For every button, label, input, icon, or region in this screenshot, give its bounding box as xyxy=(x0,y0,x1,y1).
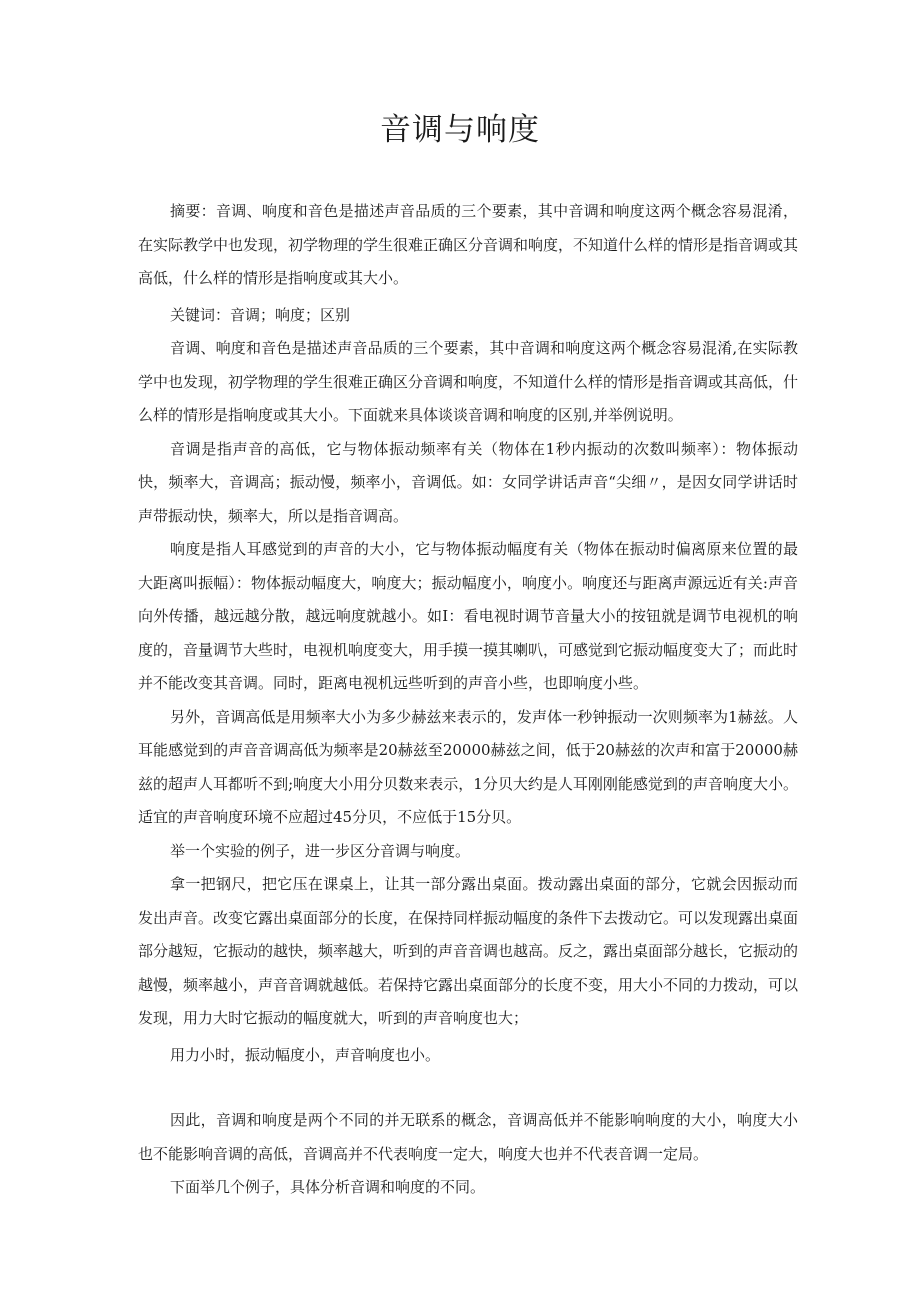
intro-paragraph: 音调、响度和音色是描述声音品质的三个要素，其中音调和响度这两个概念容易混淆,在实际教学中也发现，初学物理的学生很难正确区分音调和响度，不知道什么样的情形是指音调或其高低，什么样的情形是指响度或其大小。下面就来具体谈谈音调和响度的区别,并举例说明。 xyxy=(138,339,799,424)
document-body xyxy=(138,195,798,1205)
pitch-definition-paragraph: 音调是指声音的高低，它与物体振动频率有关（物体在1秒内振动的次数叫频率）：物体振动快，频率大，音调高；振动慢，频率小，音调低。如：女同学讲话声音“尖细〃，是因女同学讲话时声带振动快，频率大，所以是指音调高。 xyxy=(138,439,798,525)
experiment-intro-paragraph: 举一个实验的例子，进一步区分音调与响度。 xyxy=(170,841,471,860)
ruler-experiment-conclusion-paragraph: 用力小时，振动幅度小，声音响度也小。 xyxy=(170,1045,441,1064)
loudness-definition-paragraph: 响度是指人耳感觉到的声音的大小，它与物体振动幅度有关（物体在振动时偏离原来位置的最大距离叫振幅）：物体振动幅度大，响度大；振动幅度小，响度小。响度还与距离声源远近有关:声音向外传播，越远越分散，越远响度就越小。如I：看电视时调节音量大小的按钮就是调节电视机的响度的，音量调节大些时，电视机响度变大，用手摸一摸其喇叭，可感觉到它振动幅度变大了；而此时并不能改变其音调。同时，距离电视机远些听到的声音小些，也即响度小些。 xyxy=(138,540,799,692)
examples-intro-paragraph: 下面举几个例子，具体分析音调和响度的不同。 xyxy=(170,1178,486,1196)
abstract-paragraph: 摘要：音调、响度和音色是描述声音品质的三个要素，其中音调和响度这两个概念容易混淆，在实际教学中也发现，初学物理的学生很难正确区分音调和响度，不知道什么样的情形是指音调或其高低，什么样的情形是指响度或其大小。 xyxy=(138,202,799,287)
summary-paragraph: 因此，音调和响度是两个不同的并无联系的概念，音调高低并不能影响响度的大小，响度大小也不能影响音调的高低，音调高并不代表响度一定大，响度大也并不代表音调一定局。 xyxy=(138,1111,798,1163)
frequency-decibel-paragraph: 另外，音调高低是用频率大小为多少赫兹来表示的，发声体一秒钟振动一次则频率为1赫兹。人耳能感觉到的声音音调高低为频率是20赫兹至20000赫兹之间，低于20赫兹的次声和富于20000赫兹的超声人耳都听不到;响度大小用分贝数来表示，1分贝大约是人耳刚刚能感觉到的声音响度大小。适宜的声音响度环境不应超过45分贝，不应低于15分贝。 xyxy=(138,707,798,826)
keywords-paragraph: 关键词：音调；响度；区别 xyxy=(170,305,351,324)
document-title: 音调与响度 xyxy=(380,112,540,148)
ruler-experiment-paragraph: 拿一把钢尺，把它压在课桌上，让其一部分露出桌面。拨动露出桌面的部分，它就会因振动而发出声音。改变它露出桌面部分的长度，在保持同样振动幅度的条件下去拨动它。可以发现露出桌面部分越短，它振动的越快，频率越大，听到的声音音调也越高。反之，露出桌面部分越长，它振动的越慢，频率越小，声音音调就越低。若保持它露出桌面部分的长度不变，用大小不同的力拨动，可以发现，用力大时它振动的幅度就大，听到的声音响度也大； xyxy=(138,875,799,1027)
